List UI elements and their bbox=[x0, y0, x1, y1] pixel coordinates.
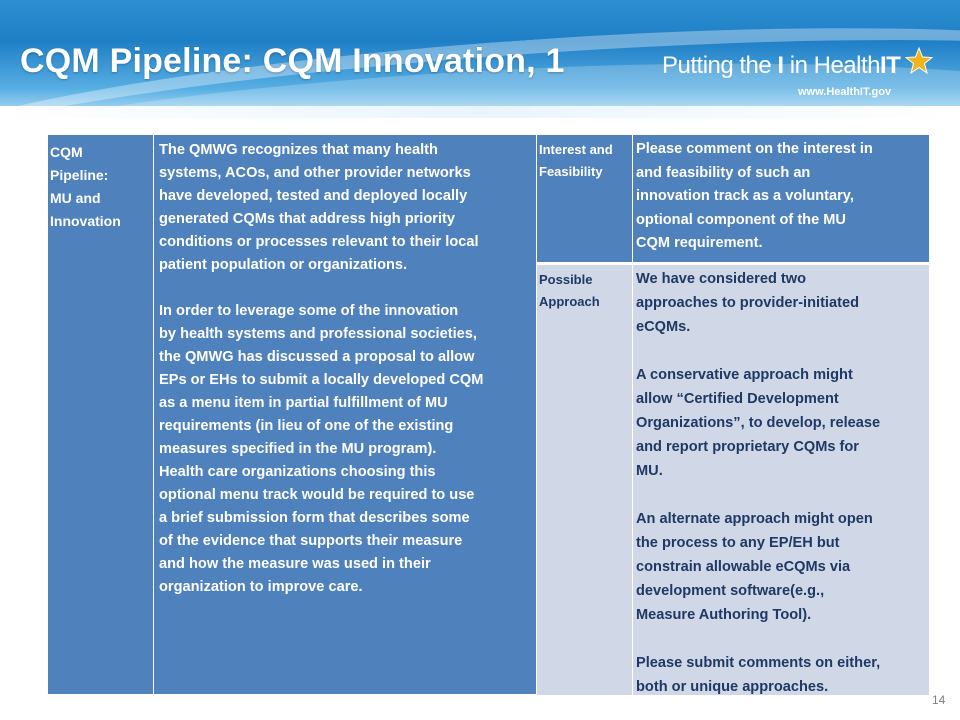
text-line: EPs or EHs to submit a locally developed CQM bbox=[159, 372, 484, 388]
logo-text bbox=[662, 52, 900, 80]
text-line: measures specified in the MU program). bbox=[159, 441, 437, 457]
text-line: conditions or processes relevant to their local bbox=[159, 234, 479, 250]
label-line: Possible bbox=[539, 272, 593, 287]
paragraph-gap bbox=[159, 277, 536, 300]
text-line: In order to leverage some of the innovation bbox=[159, 303, 459, 319]
pipeline-description-cell bbox=[154, 135, 536, 694]
text-line: optional menu track would be required to use bbox=[159, 487, 475, 503]
text-line: a brief submission form that describes some bbox=[159, 510, 470, 526]
text-line: patient population or organizations. bbox=[159, 257, 408, 273]
label-line: Interest and bbox=[539, 142, 613, 157]
text-line: Please submit comments on either, bbox=[636, 655, 881, 671]
text-line: A conservative approach might bbox=[636, 367, 853, 383]
possible-approach-text bbox=[633, 265, 929, 695]
text-line: The QMWG recognizes that many health bbox=[159, 142, 438, 158]
text-line: development software(e.g., bbox=[636, 583, 825, 599]
text-line: An alternate approach might open bbox=[636, 511, 873, 527]
text-line: Organizations”, to develop, release bbox=[636, 415, 881, 431]
text-line: Health care organizations choosing this bbox=[159, 464, 436, 480]
label-line: CQM bbox=[50, 144, 83, 160]
text-line: the QMWG has discussed a proposal to allow bbox=[159, 349, 475, 365]
text-line: as a menu item in partial fulfillment of MU bbox=[159, 395, 448, 411]
label-line: Pipeline: bbox=[50, 167, 109, 183]
label-line: Approach bbox=[539, 294, 600, 309]
text-line: Please comment on the interest in bbox=[636, 141, 873, 157]
text-line: and report proprietary CQMs for bbox=[636, 439, 859, 455]
logo-url: www.HealthIT.gov bbox=[798, 86, 892, 98]
interest-feasibility-row bbox=[537, 135, 929, 262]
text-line: and feasibility of such an bbox=[636, 164, 811, 181]
pipeline-label-cell bbox=[48, 135, 154, 694]
text-line: We have considered two bbox=[636, 271, 807, 287]
interest-feasibility-text bbox=[633, 135, 929, 262]
paragraph-gap bbox=[636, 627, 927, 651]
interest-feasibility-label bbox=[537, 135, 633, 262]
cqm-pipeline-table bbox=[48, 135, 536, 694]
text-line: and how the measure was used in their bbox=[159, 556, 431, 572]
text-line: approaches to provider-initiated bbox=[636, 295, 859, 311]
slide-header bbox=[0, 0, 960, 118]
text-line: have developed, tested and deployed locally bbox=[159, 188, 468, 204]
paragraph-gap bbox=[636, 339, 927, 363]
text-line: constrain allowable eCQMs via bbox=[636, 559, 851, 575]
logo-text-mid: in Health bbox=[783, 52, 880, 79]
healthit-logo bbox=[662, 52, 942, 102]
possible-approach-row bbox=[537, 263, 929, 695]
page-number: 14 bbox=[932, 693, 946, 707]
text-line: generated CQMs that address high priority bbox=[159, 211, 455, 227]
text-line: optional component of the MU bbox=[636, 211, 846, 228]
text-line: eCQMs. bbox=[636, 319, 691, 335]
paragraph-gap bbox=[636, 483, 927, 507]
logo-text-pre: Putting the bbox=[662, 52, 778, 79]
possible-approach-label bbox=[537, 265, 633, 695]
label-line: Innovation bbox=[50, 213, 121, 229]
text-line: organization to improve care. bbox=[159, 579, 363, 595]
text-line: allow “Certified Development bbox=[636, 391, 839, 407]
feedback-table bbox=[537, 135, 929, 695]
text-line: by health systems and professional societies, bbox=[159, 326, 477, 342]
slide-title: CQM Pipeline: CQM Innovation, 1 bbox=[20, 42, 565, 80]
text-line: both or unique approaches. bbox=[636, 679, 829, 695]
text-line: CQM requirement. bbox=[636, 235, 763, 251]
logo-text-i: I bbox=[777, 52, 784, 79]
text-line: MU. bbox=[636, 463, 663, 479]
text-line: requirements (in lieu of one of the existing bbox=[159, 418, 454, 434]
text-line: Measure Authoring Tool). bbox=[636, 607, 812, 623]
header-bottom-band bbox=[0, 106, 960, 118]
text-line: systems, ACOs, and other provider networks bbox=[159, 165, 471, 181]
star-icon bbox=[904, 46, 934, 76]
text-line: the process to any EP/EH but bbox=[636, 535, 840, 551]
label-line: Feasibility bbox=[539, 164, 603, 179]
label-line: MU and bbox=[50, 190, 101, 206]
logo-text-it: IT bbox=[879, 52, 901, 79]
text-line: of the evidence that supports their measure bbox=[159, 533, 463, 549]
text-line: innovation track as a voluntary, bbox=[636, 188, 854, 204]
